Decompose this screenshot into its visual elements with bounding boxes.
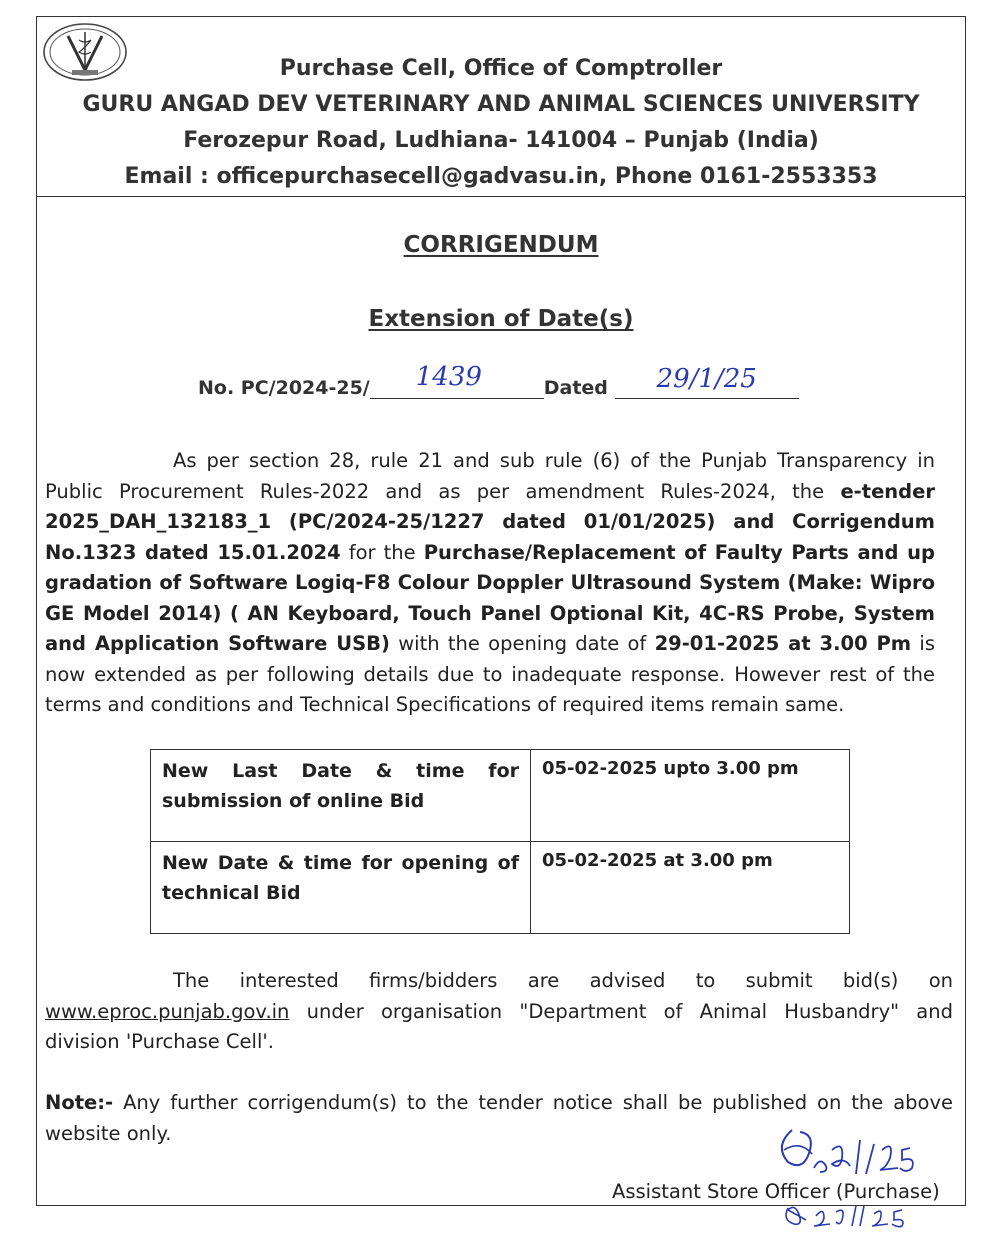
signature-mark-icon [770, 1110, 950, 1190]
eproc-link[interactable]: www.eproc.punjab.gov.in [45, 999, 290, 1023]
note-label: Note:- [45, 1091, 114, 1114]
table-row [151, 750, 850, 842]
paragraph-bold-segment: Purchase/Replacement of Faulty Parts and up gradation of Software Logiq-F8 Colour Doppler Ultrasound System (Make: Wipro GE Model 2014) ( AN Keyboard, Touch Panel Optional Kit, 4C-RS Probe, System and Application Software USB) [45, 540, 935, 655]
paragraph-segment: is now extended as per following details due to inadequate response. However rest of the terms and conditions and Technical Specifications of required items remain same. [45, 632, 935, 716]
signatory-designation: Assistant Store Officer (Purchase) [612, 1180, 940, 1203]
dated-blank [615, 364, 799, 399]
header-contact: Email : officepurchasecell@gadvasu.in, Phone 0161-2553353 [124, 164, 878, 189]
bidders-text-after: under organisation "Department of Animal Husbandry" and division 'Purchase Cell'. [45, 999, 953, 1053]
dated-label: Dated [543, 377, 608, 399]
header-university-name: GURU ANGAD DEV VETERINARY AND ANIMAL SCIENCES UNIVERSITY [82, 92, 920, 117]
dates-table [150, 749, 850, 934]
bidders-paragraph [45, 966, 953, 1058]
reference-line [198, 362, 799, 399]
reference-number-blank [370, 362, 544, 399]
header-divider [36, 196, 966, 197]
table-cell-value: 05-02-2025 upto 3.00 pm [531, 750, 850, 842]
note-text: Any further corrigendum(s) to the tender notice shall be published on the above website only. [45, 1091, 953, 1145]
header-office-line: Purchase Cell, Office of Comptroller [279, 56, 723, 81]
dated-handwritten: 29/1/25 [656, 364, 757, 394]
subtitle-text: Extension of Date(s) [368, 306, 634, 332]
document-title [36, 232, 966, 258]
document-subtitle [36, 306, 966, 332]
table-row [151, 842, 850, 934]
paragraph-segment: with the opening date of [389, 632, 655, 655]
paragraph-segment: As per section 28, rule 21 and sub rule (6) of the Punjab Transparency in Public Procurement Rules-2022 and as per amendment Rules-2024, the [45, 449, 935, 503]
table-cell-label: New Last Date & time for submission of online Bid [151, 750, 531, 842]
header-address: Ferozepur Road, Ludhiana- 141004 – Punjab (India) [183, 128, 819, 153]
table-cell-label: New Date & time for opening of technical Bid [151, 842, 531, 934]
initials-mark-icon [780, 1198, 940, 1230]
paragraph-bold-segment: 29-01-2025 at 3.00 Pm [654, 632, 912, 655]
reference-number-label: No. PC/2024-25/ [198, 377, 370, 399]
main-paragraph [45, 446, 935, 721]
table-cell-value: 05-02-2025 at 3.00 pm [531, 842, 850, 934]
title-text: CORRIGENDUM [403, 232, 599, 258]
main-paragraph-text [45, 449, 935, 716]
reference-number-handwritten: 1439 [415, 362, 482, 392]
paragraph-segment: for the [340, 540, 424, 564]
paragraph-bold-segment: e-tender 2025_DAH_132183_1 (PC/2024-25/1227 dated 01/01/2025) and Corrigendum No.1323 dated 15.01.2024 [45, 479, 935, 564]
bidders-text-before: The interested firms/bidders are advised to submit bid(s) on [173, 969, 953, 992]
